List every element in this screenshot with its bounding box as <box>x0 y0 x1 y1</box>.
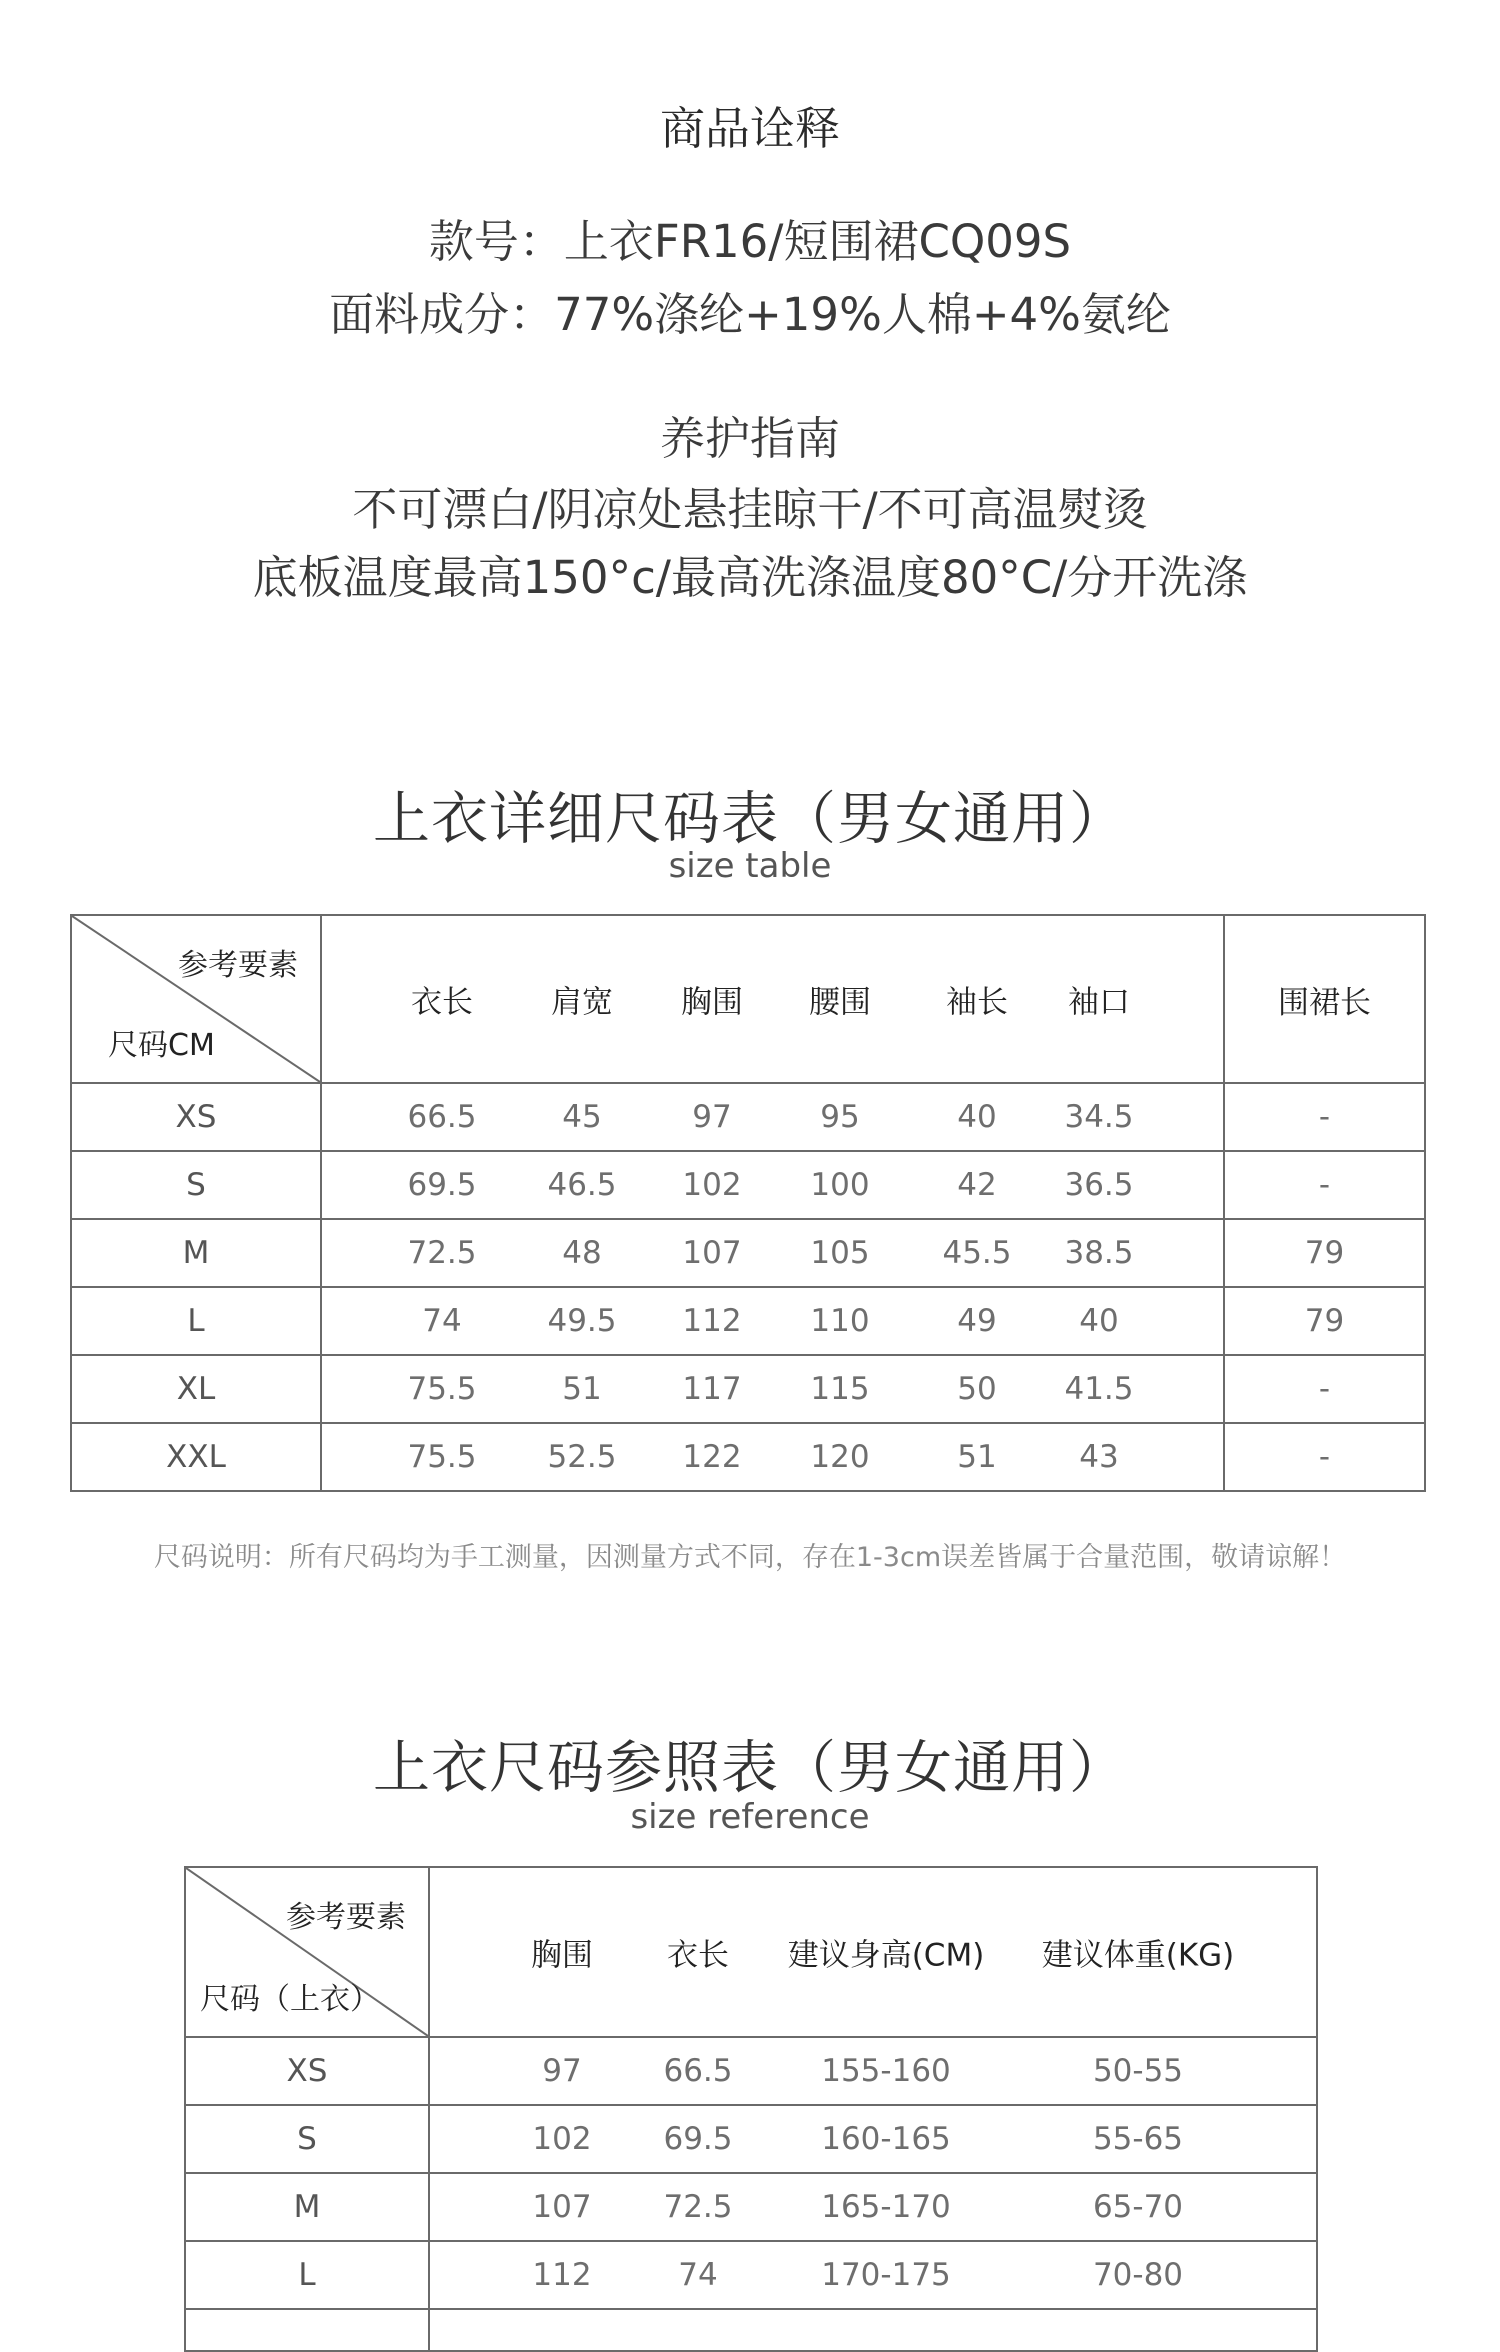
size-cell: S <box>71 1151 321 1219</box>
value-cell: 95 <box>820 1099 860 1135</box>
size-note: 尺码说明：所有尺码均为手工测量，因测量方式不同，存在1-3cm误差皆属于合量范围，敬请谅解！ <box>153 1542 1347 1573</box>
table-header-row <box>185 1867 1317 2037</box>
apron-cell: 79 <box>1224 1287 1425 1355</box>
value-cell: 69.5 <box>407 1167 477 1203</box>
reference-size-table <box>184 1866 1318 2352</box>
corner-bottom-label: 尺码CM <box>108 1028 215 1063</box>
value-cell: 102 <box>532 2121 592 2157</box>
corner-top-label: 参考要素 <box>286 1900 406 1935</box>
table-row <box>71 1083 1425 1151</box>
header-cell: 袖口 <box>1068 984 1130 1021</box>
size-cell: M <box>71 1219 321 1287</box>
reference-table-subtitle: size reference <box>630 1797 870 1837</box>
value-cell: 50 <box>957 1371 997 1407</box>
value-cell: 51 <box>957 1439 997 1475</box>
product-heading: 商品诠释 <box>659 102 840 155</box>
care-line-2: 底板温度最高150°c/最高洗涤温度80°C/分开洗涤 <box>252 551 1248 604</box>
value-cell: 112 <box>682 1303 742 1339</box>
value-cell: 74 <box>422 1303 462 1339</box>
value-cell: 105 <box>810 1235 870 1271</box>
corner-bottom-label: 尺码（上衣） <box>200 1982 380 2017</box>
size-cell: S <box>185 2105 429 2173</box>
table-header-row <box>71 915 1425 1083</box>
value-cell: 55-65 <box>1092 2121 1184 2157</box>
value-cell: 117 <box>682 1371 742 1407</box>
value-cell: 107 <box>532 2189 592 2225</box>
value-cell: 122 <box>682 1439 742 1475</box>
size-cell: XS <box>71 1083 321 1151</box>
value-cell: 165-170 <box>821 2189 951 2225</box>
header-cell: 袖长 <box>946 984 1008 1021</box>
value-cell: 40 <box>957 1099 997 1135</box>
table-row <box>71 1151 1425 1219</box>
value-cell: 107 <box>682 1235 742 1271</box>
value-cell: 38.5 <box>1064 1235 1134 1271</box>
value-cell: 43 <box>1079 1439 1119 1475</box>
header-columns <box>321 915 1224 1083</box>
value-cell: 49.5 <box>547 1303 617 1339</box>
table-row <box>71 1287 1425 1355</box>
size-cell: M <box>185 2173 429 2241</box>
detail-table-title: 上衣详细尺码表（男女通用） <box>373 786 1127 852</box>
value-cell: 75.5 <box>407 1439 477 1475</box>
value-cell: 34.5 <box>1064 1099 1134 1135</box>
value-cell: 45 <box>562 1099 602 1135</box>
value-cell: 69.5 <box>663 2121 733 2157</box>
table-row <box>185 2241 1317 2309</box>
table-row <box>185 2173 1317 2241</box>
value-cell: 120 <box>810 1439 870 1475</box>
table-row <box>71 1423 1425 1491</box>
value-cell: 41.5 <box>1064 1371 1134 1407</box>
apron-cell: - <box>1224 1083 1425 1151</box>
care-heading: 养护指南 <box>659 412 840 465</box>
value-cell: 110 <box>810 1303 870 1339</box>
value-cell: 46.5 <box>547 1167 617 1203</box>
value-cell: 74 <box>678 2257 718 2293</box>
size-cell: XXL <box>71 1423 321 1491</box>
size-cell: XS <box>185 2037 429 2105</box>
style-number: 款号：上衣FR16/短围裙CQ09S <box>428 215 1072 268</box>
value-cell: 72.5 <box>663 2189 733 2225</box>
header-apron: 围裙长 <box>1224 915 1425 1083</box>
header-cell: 肩宽 <box>551 984 613 1021</box>
value-cell: 42 <box>957 1167 997 1203</box>
header-cell: 衣长 <box>667 1937 729 1974</box>
value-cell: 72.5 <box>407 1235 477 1271</box>
table-row <box>71 1219 1425 1287</box>
value-cell: 102 <box>682 1167 742 1203</box>
table-row-partial <box>185 2309 1317 2351</box>
value-cell: 50-55 <box>1092 2053 1184 2089</box>
header-cell: 胸围 <box>681 984 743 1021</box>
value-cell: 97 <box>692 1099 732 1135</box>
header-cell: 腰围 <box>809 984 871 1021</box>
value-cell: 49 <box>957 1303 997 1339</box>
fabric-composition: 面料成分：77%涤纶+19%人棉+4%氨纶 <box>329 288 1171 341</box>
table-row <box>185 2037 1317 2105</box>
reference-table-title: 上衣尺码参照表（男女通用） <box>373 1735 1127 1801</box>
corner-top-label: 参考要素 <box>178 948 298 983</box>
header-columns <box>429 1867 1317 2037</box>
table-corner <box>71 915 321 1083</box>
size-cell: L <box>71 1287 321 1355</box>
table-corner <box>185 1867 429 2037</box>
detail-size-table <box>70 914 1426 1492</box>
apron-cell: 79 <box>1224 1219 1425 1287</box>
care-line-1: 不可漂白/阴凉处悬挂晾干/不可高温熨烫 <box>352 483 1148 536</box>
detail-table-subtitle: size table <box>668 846 832 886</box>
value-cell: 52.5 <box>547 1439 617 1475</box>
value-cell: 155-160 <box>821 2053 951 2089</box>
size-cell: XL <box>71 1355 321 1423</box>
header-cell: 建议体重(KG) <box>1041 1937 1235 1974</box>
value-cell: 160-165 <box>821 2121 951 2157</box>
apron-cell: - <box>1224 1151 1425 1219</box>
size-cell: L <box>185 2241 429 2309</box>
apron-cell: - <box>1224 1355 1425 1423</box>
value-cell: 51 <box>562 1371 602 1407</box>
value-cell: 170-175 <box>821 2257 951 2293</box>
header-cell: 建议身高(CM) <box>787 1937 985 1974</box>
apron-cell: - <box>1224 1423 1425 1491</box>
header-cell: 胸围 <box>531 1937 593 1974</box>
header-cell: 衣长 <box>411 984 473 1021</box>
value-cell: 45.5 <box>942 1235 1012 1271</box>
value-cell: 36.5 <box>1064 1167 1134 1203</box>
value-cell: 40 <box>1079 1303 1119 1339</box>
value-cell: 48 <box>562 1235 602 1271</box>
value-cell: 70-80 <box>1092 2257 1184 2293</box>
value-cell: 100 <box>810 1167 870 1203</box>
table-row <box>185 2105 1317 2173</box>
value-cell: 66.5 <box>407 1099 477 1135</box>
value-cell: 75.5 <box>407 1371 477 1407</box>
table-row <box>71 1355 1425 1423</box>
value-cell: 97 <box>542 2053 582 2089</box>
value-cell: 115 <box>810 1371 870 1407</box>
value-cell: 66.5 <box>663 2053 733 2089</box>
value-cell: 112 <box>532 2257 592 2293</box>
value-cell: 65-70 <box>1092 2189 1184 2225</box>
